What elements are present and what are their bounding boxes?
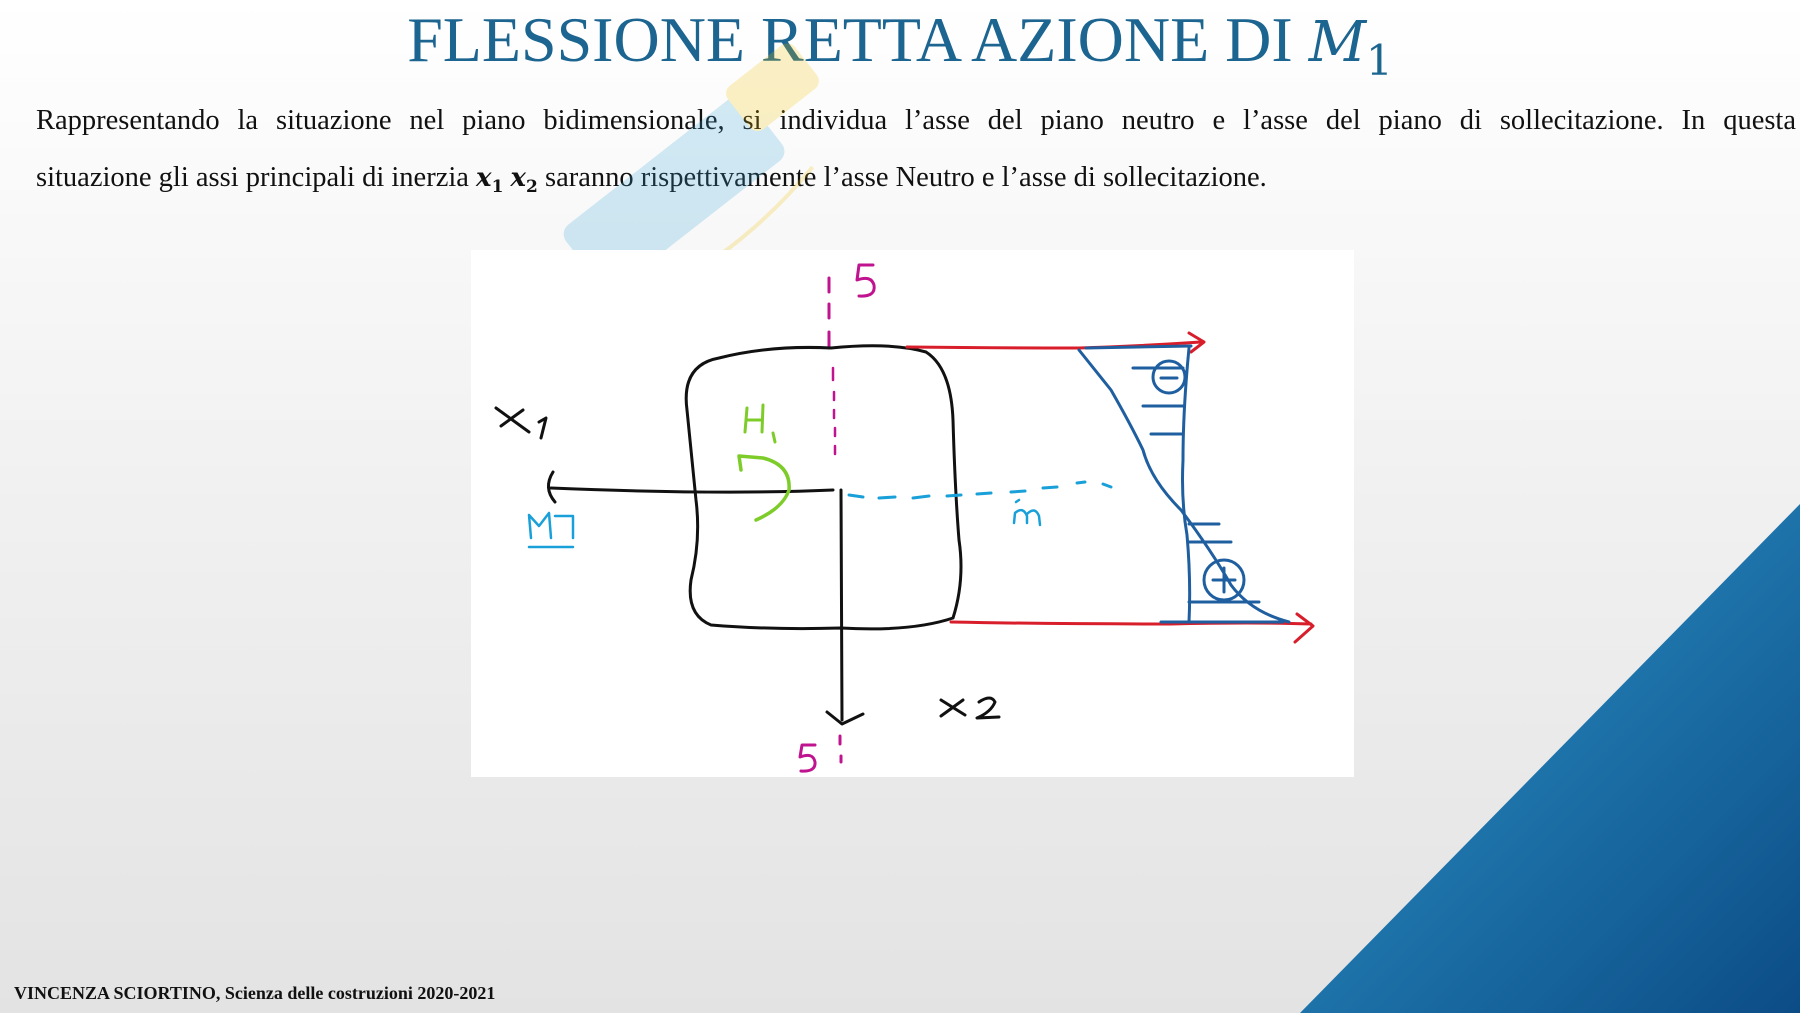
corner-decoration [1300, 504, 1800, 1013]
math-x1-base: x [476, 163, 492, 193]
x2-arrowhead [827, 712, 863, 724]
title-variable: M [1308, 10, 1367, 75]
cross-section-drawing [471, 250, 1354, 777]
math-x2 [510, 163, 538, 198]
body-paragraph [36, 92, 1796, 216]
title-subscript: 1 [1366, 36, 1393, 85]
m1-glyph [745, 405, 775, 442]
x2-glyph [941, 698, 999, 718]
paragraph-line-2-start: situazione gli assi principali di inerzia [36, 162, 469, 193]
math-x1 [476, 163, 504, 198]
projection-arrow-bottom [1295, 614, 1313, 642]
paragraph-line-2 [36, 149, 1796, 216]
plus-sign [1213, 568, 1235, 592]
slide-title [0, 2, 1800, 85]
b-glyph [529, 513, 573, 547]
paragraph-line-1: Rappresentando la situazione nel piano bidimensionale, si individua l’asse del piano neutro e l’asse del piano di sollecitazione. In questa [36, 105, 1796, 136]
stress-diagram [1079, 346, 1289, 622]
math-x2-base: x [510, 163, 527, 193]
section-contour [686, 346, 961, 629]
n-glyph [1014, 500, 1040, 525]
math-x2-sub: 2 [526, 177, 538, 198]
moment-arc [739, 456, 789, 520]
s-top-glyph [857, 265, 874, 296]
x1-glyph [496, 408, 546, 438]
footer-text: VINCENZA SCIORTINO, Scienza delle costruzioni 2020-2021 [14, 983, 496, 1003]
math-x1-sub: 1 [491, 177, 504, 198]
neutral-axis [849, 482, 1111, 498]
s-bottom-glyph [800, 745, 815, 771]
cross-section-figure [471, 250, 1354, 777]
x2-axis [841, 490, 842, 720]
stress-axis [829, 278, 841, 762]
title-text: FLESSIONE RETTA AZIONE DI [407, 4, 1293, 75]
paragraph-line-2-end: saranno rispettivamente l’asse Neutro e l’asse di sollecitazione. [545, 162, 1267, 193]
